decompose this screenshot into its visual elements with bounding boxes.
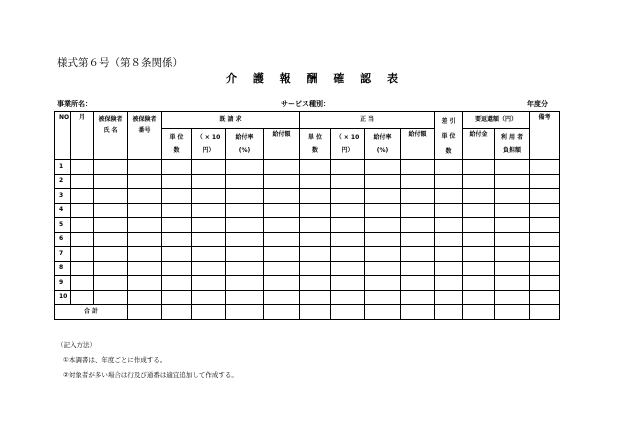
header-row-1: [55, 112, 560, 129]
table-row: [55, 160, 560, 175]
table-cell: [530, 232, 560, 247]
table-cell: [300, 160, 331, 175]
table-cell: [71, 174, 94, 189]
table-cell: [226, 305, 264, 320]
table-cell: [331, 218, 365, 233]
table-cell: [331, 232, 365, 247]
col-header-insured-number: 被保険者 番号: [128, 112, 162, 160]
table-row: [55, 203, 560, 218]
table-cell: [331, 305, 365, 320]
table-cell: [495, 203, 530, 218]
table-cell: [331, 276, 365, 291]
col-header-billed-units: 単 位 数: [162, 128, 192, 159]
table-cell: [401, 276, 435, 291]
table-cell: [463, 290, 495, 305]
table-cell: [94, 174, 128, 189]
table-cell: [128, 290, 162, 305]
service-type-label: サービス種別：: [281, 100, 330, 108]
table-cell: [226, 174, 264, 189]
table-cell: [495, 232, 530, 247]
table-cell: [94, 160, 128, 175]
table-cell: [192, 232, 226, 247]
table-cell: [94, 203, 128, 218]
table-cell: [331, 189, 365, 204]
table-cell: [71, 261, 94, 276]
table-cell: [463, 203, 495, 218]
table-cell: [300, 218, 331, 233]
table-cell: [128, 247, 162, 262]
table-cell: [463, 261, 495, 276]
table-cell: [331, 174, 365, 189]
table-cell: [162, 174, 192, 189]
table-cell: [365, 160, 401, 175]
table-cell: [94, 189, 128, 204]
table-row: [55, 261, 560, 276]
col-header-billed-rate: 給付率 (%): [226, 128, 264, 159]
table-cell: [530, 290, 560, 305]
table-cell: [463, 305, 495, 320]
table-cell: [495, 218, 530, 233]
col-header-billed-amount: 給付額: [264, 128, 300, 159]
table-cell: [226, 290, 264, 305]
table-cell: [192, 276, 226, 291]
table-cell: [463, 174, 495, 189]
table-cell: [162, 261, 192, 276]
row-number: 7: [55, 247, 71, 262]
table-cell: [71, 276, 94, 291]
table-cell: [435, 305, 463, 320]
table-cell: [495, 261, 530, 276]
table-cell: [192, 189, 226, 204]
table-cell: [71, 232, 94, 247]
table-cell: [128, 174, 162, 189]
table-cell: [226, 160, 264, 175]
table-cell: [331, 247, 365, 262]
table-cell: [530, 160, 560, 175]
table-cell: [463, 189, 495, 204]
table-cell: [128, 160, 162, 175]
table-cell: [264, 232, 300, 247]
table-cell: [401, 160, 435, 175]
table-cell: [192, 203, 226, 218]
table-cell: [162, 247, 192, 262]
table-cell: [226, 218, 264, 233]
table-cell: [264, 276, 300, 291]
table-cell: [401, 261, 435, 276]
table-cell: [162, 189, 192, 204]
table-cell: [331, 203, 365, 218]
table-cell: [264, 203, 300, 218]
table-cell: [128, 189, 162, 204]
table-cell: [71, 203, 94, 218]
row-number: 8: [55, 261, 71, 276]
table-cell: [264, 305, 300, 320]
table-cell: [264, 174, 300, 189]
total-row: [55, 305, 560, 320]
table-cell: [365, 305, 401, 320]
table-cell: [435, 261, 463, 276]
table-cell: [463, 247, 495, 262]
table-cell: [226, 276, 264, 291]
table-cell: [530, 276, 560, 291]
table-cell: [530, 261, 560, 276]
table-cell: [192, 160, 226, 175]
table-cell: [401, 174, 435, 189]
table-cell: [162, 305, 192, 320]
row-number: 2: [55, 174, 71, 189]
table-cell: [192, 174, 226, 189]
table-cell: [401, 232, 435, 247]
table-cell: [530, 189, 560, 204]
col-header-correct-unit-price: （ × 10 円）: [331, 128, 365, 159]
col-header-correct-rate: 給付率 (%): [365, 128, 401, 159]
table-cell: [495, 174, 530, 189]
row-number: 9: [55, 276, 71, 291]
table-cell: [365, 203, 401, 218]
table-cell: [300, 261, 331, 276]
table-cell: [226, 247, 264, 262]
row-number: 4: [55, 203, 71, 218]
col-header-billed: 既 請 求: [162, 112, 300, 129]
table-cell: [435, 290, 463, 305]
table-cell: [463, 276, 495, 291]
table-cell: [264, 261, 300, 276]
table-cell: [365, 218, 401, 233]
col-header-refund-benefit: 給付金: [463, 128, 495, 159]
col-header-billed-unit-price: （ × 10 円）: [192, 128, 226, 159]
table-row: [55, 189, 560, 204]
total-label: 合 計: [55, 305, 128, 320]
table-cell: [128, 218, 162, 233]
table-cell: [71, 160, 94, 175]
table-cell: [495, 189, 530, 204]
table-cell: [331, 160, 365, 175]
table-cell: [94, 290, 128, 305]
table-cell: [495, 290, 530, 305]
table-cell: [300, 305, 331, 320]
table-row: [55, 276, 560, 291]
table-cell: [94, 232, 128, 247]
table-row: [55, 290, 560, 305]
table-cell: [300, 189, 331, 204]
table-cell: [365, 232, 401, 247]
table-row: [55, 247, 560, 262]
table-cell: [495, 276, 530, 291]
table-cell: [192, 261, 226, 276]
col-header-month: 月: [71, 112, 94, 160]
col-header-correct-amount: 給付額: [401, 128, 435, 159]
table-cell: [530, 174, 560, 189]
table-cell: [365, 290, 401, 305]
table-cell: [226, 189, 264, 204]
table-cell: [264, 290, 300, 305]
col-header-correct-units: 単 位 数: [300, 128, 331, 159]
table-cell: [71, 189, 94, 204]
table-cell: [495, 247, 530, 262]
table-cell: [435, 174, 463, 189]
table-cell: [495, 160, 530, 175]
table-cell: [128, 232, 162, 247]
table-cell: [435, 218, 463, 233]
table-cell: [162, 203, 192, 218]
col-header-remarks: 備考: [530, 112, 560, 160]
table-cell: [401, 305, 435, 320]
row-number: 5: [55, 218, 71, 233]
table-cell: [264, 189, 300, 204]
table-cell: [94, 276, 128, 291]
table-cell: [435, 247, 463, 262]
col-header-refund-user: 利 用 者 負担額: [495, 128, 530, 159]
table-cell: [435, 203, 463, 218]
page-title: 介 護 報 酬 確 認 表: [226, 72, 404, 85]
table-cell: [435, 160, 463, 175]
col-header-diff-units: 差 引 単 位 数: [435, 112, 463, 160]
fiscal-year-label: 年度分: [527, 100, 548, 108]
table-cell: [365, 247, 401, 262]
col-header-insured-name: 被保険者 氏 名: [94, 112, 128, 160]
table-cell: [401, 290, 435, 305]
table-cell: [94, 247, 128, 262]
row-number: 1: [55, 160, 71, 175]
table-cell: [162, 276, 192, 291]
table-cell: [300, 276, 331, 291]
table-cell: [192, 247, 226, 262]
table-cell: [401, 189, 435, 204]
table-cell: [226, 261, 264, 276]
table-cell: [365, 261, 401, 276]
table-cell: [226, 203, 264, 218]
note-item: ①本調書は、年度ごとに作成する。: [63, 356, 167, 364]
table-cell: [128, 203, 162, 218]
table-cell: [300, 174, 331, 189]
table-cell: [226, 232, 264, 247]
table-cell: [435, 189, 463, 204]
table-cell: [331, 290, 365, 305]
table-cell: [192, 290, 226, 305]
table-cell: [463, 232, 495, 247]
table-cell: [192, 218, 226, 233]
table-cell: [435, 276, 463, 291]
table-cell: [162, 232, 192, 247]
col-header-no: NO: [55, 112, 71, 160]
office-name-label: 事業所名：: [57, 100, 92, 108]
table-cell: [401, 218, 435, 233]
table-cell: [264, 218, 300, 233]
table-cell: [365, 174, 401, 189]
table-cell: [435, 232, 463, 247]
table-cell: [331, 261, 365, 276]
table-cell: [128, 305, 162, 320]
table-row: [55, 174, 560, 189]
table-row: [55, 232, 560, 247]
notes-heading: （記入方法）: [57, 341, 96, 349]
table-cell: [71, 247, 94, 262]
table-cell: [162, 218, 192, 233]
table-cell: [463, 218, 495, 233]
table-cell: [530, 247, 560, 262]
table-cell: [71, 218, 94, 233]
form-number-label: 様式第６号（第８条関係）: [57, 57, 183, 69]
table-cell: [192, 305, 226, 320]
table-cell: [300, 232, 331, 247]
table-cell: [365, 189, 401, 204]
table-cell: [162, 160, 192, 175]
table-cell: [128, 261, 162, 276]
col-header-correct: 正 当: [300, 112, 435, 129]
row-number: 10: [55, 290, 71, 305]
col-header-refund: 要返還額（円）: [463, 112, 530, 129]
table-cell: [463, 160, 495, 175]
table-cell: [264, 160, 300, 175]
table-cell: [495, 305, 530, 320]
note-item: ②対象者が多い場合は行及び通番は適宜追加して作成する。: [63, 371, 238, 379]
table-cell: [530, 218, 560, 233]
table-cell: [71, 290, 94, 305]
table-cell: [94, 261, 128, 276]
table-cell: [530, 203, 560, 218]
table-cell: [365, 276, 401, 291]
table-cell: [128, 276, 162, 291]
table-cell: [162, 290, 192, 305]
table-row: [55, 218, 560, 233]
table-cell: [530, 305, 560, 320]
table-cell: [300, 290, 331, 305]
table-cell: [300, 203, 331, 218]
row-number: 6: [55, 232, 71, 247]
row-number: 3: [55, 189, 71, 204]
table-cell: [264, 247, 300, 262]
table-cell: [300, 247, 331, 262]
remuneration-table: [54, 111, 560, 320]
table-cell: [94, 218, 128, 233]
table-cell: [401, 203, 435, 218]
table-cell: [401, 247, 435, 262]
